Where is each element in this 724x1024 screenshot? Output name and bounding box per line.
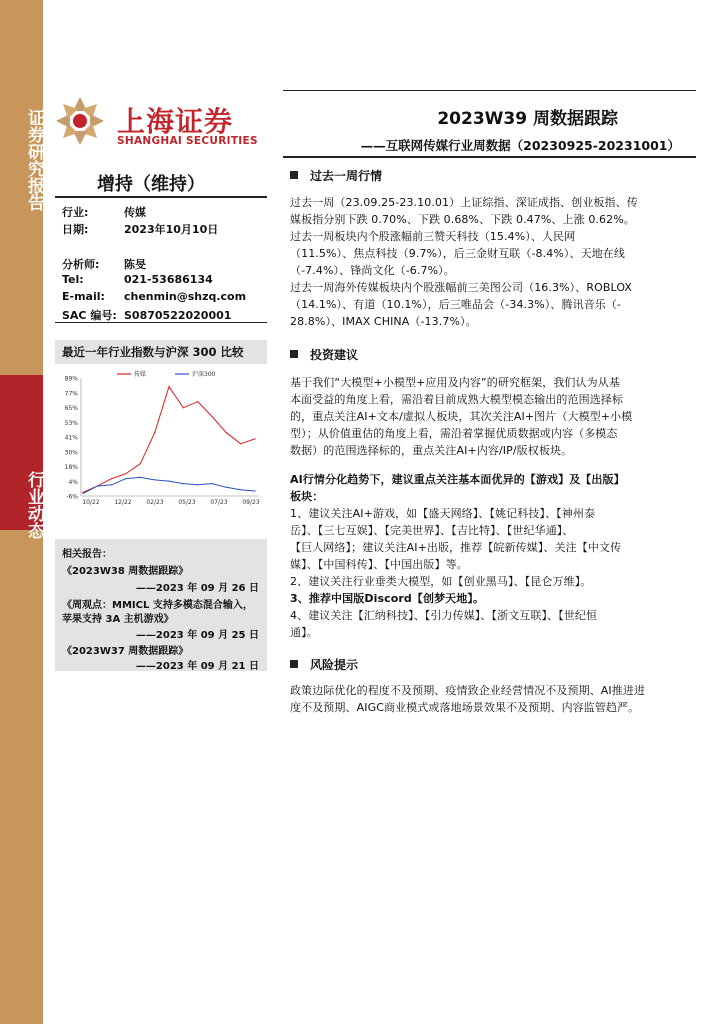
- y-tick-label: 53%: [64, 419, 78, 427]
- index-comparison-chart: [55, 340, 267, 512]
- bullet-square-icon: [290, 660, 298, 668]
- sidebar-report-category: 行业动态: [24, 471, 44, 539]
- series-1-point: [140, 463, 141, 464]
- series-2-point: [240, 489, 241, 490]
- y-tick-label: 77%: [64, 390, 78, 398]
- series-1-point: [154, 432, 155, 433]
- info-email: E-mail: chenmin@shzq.com: [62, 290, 247, 303]
- chart-title: 最近一年行业指数与沪深 300 比较: [55, 340, 267, 364]
- series-2-point: [226, 487, 227, 488]
- series-1-point: [168, 386, 169, 387]
- info-date: 日期: 2023年10月10日: [62, 223, 219, 236]
- series-1-point: [240, 443, 241, 444]
- related-item-1-date: ——2023 年 09 月 26 日: [135, 583, 259, 594]
- related-header: 相关报告：: [62, 549, 112, 560]
- y-tick-label: 65%: [64, 405, 78, 412]
- info-rule: [55, 322, 267, 323]
- series-2-point: [197, 484, 198, 485]
- related-item-3-date: ——2023 年 09 月 21 日: [135, 661, 259, 672]
- section-risk-body: 政策边际优化的程度不及预期、疫情致企业经营情况不及预期、AI推进进 度不及预期、AIGC商业模式或落地场景效果不及预期、内容监管趋严。: [290, 684, 646, 714]
- section-advice-heading: 投资建议: [290, 346, 358, 363]
- series-2-point: [125, 478, 126, 479]
- document-subtitle: ——互联网传媒行业周数据（20230925-20231001）: [360, 138, 680, 153]
- y-tick-label: 41%: [64, 434, 78, 442]
- y-tick-label: -6%: [66, 493, 78, 501]
- series-2-point: [111, 484, 112, 485]
- info-sac: SAC 编号: S0870522020001: [62, 309, 232, 322]
- bullet-square-icon: [290, 350, 298, 358]
- sidebar-report-type: 证券研究报告: [24, 109, 44, 211]
- series-1-point: [183, 407, 184, 408]
- info-analyst: 分析师: 陈旻: [62, 258, 146, 271]
- related-item-3-title[interactable]: 《2023W37 周数据跟踪》: [62, 646, 189, 657]
- rating: 增持（维持）: [97, 174, 205, 195]
- series-2-point: [97, 485, 98, 486]
- series-2-point: [168, 480, 169, 481]
- x-tick-label: 07/23: [210, 499, 228, 506]
- related-item-1-title[interactable]: 《2023W38 周数据跟踪》: [62, 566, 189, 577]
- y-tick-label: 89%: [64, 375, 78, 383]
- series-2-point: [211, 483, 212, 484]
- series-1-point: [125, 473, 126, 474]
- y-tick-label: 18%: [64, 464, 78, 471]
- series-1-point: [226, 432, 227, 433]
- section-advice-list: 1、建议关注AI+游戏，如【盛天网络】、【姚记科技】、【神州泰 岳】、【三七互娱】、【完美世界】、【吉比特】、【世纪华通】、 【巨人网络】；建议关注AI+出版，推荐【皖新传媒】、关注【中文传 媒】、【中国科传】、【中国出版】等。 2、建议关注行业垂类大模型，如【创业黑马】、【昆仑万维】。 3、推荐中国版Discord【创梦天地】。 4、建议关注【汇纳科技】、【引力传媒】、【浙文互联】、【世纪恒 通】。: [290, 507, 622, 639]
- related-item-2-title[interactable]: 《周观点：MMICL 支持多模态混合输入，: [62, 600, 253, 611]
- series-2-point: [82, 493, 83, 494]
- section-advice-intro: 基于我们“大模型+小模型+应用及内容”的研究框架，我们认为从基 本面受益的角度上看，需沿着目前成熟大模型模态输出的范围选择标 的，重点关注AI+文本/虚拟人板块，其次关注AI+图片（大模型+小模 型）；从价值重估的角度上看，需沿着掌握优质数据或内容（多模态 数据）的范围选择标的，重点关注AI+内容/IP/版权板块。: [290, 376, 633, 457]
- series-1-point: [197, 401, 198, 402]
- series-1-point: [82, 492, 83, 493]
- series-line-1: [83, 387, 255, 493]
- info-tel: Tel: 021-53686134: [62, 273, 213, 286]
- brand-name-en: SHANGHAI SECURITIES: [117, 135, 258, 147]
- shanghai-securities-logo-icon: [55, 96, 105, 146]
- x-tick-label: 10/22: [82, 499, 100, 506]
- title-rule: [283, 156, 696, 158]
- x-tick-label: 05/23: [178, 499, 196, 506]
- series-1-point: [211, 416, 212, 417]
- series-2-point: [154, 479, 155, 480]
- document-title: 2023W39 周数据跟踪: [437, 109, 618, 129]
- related-item-2-title-cont[interactable]: 苹果支持 3A 主机游戏》: [62, 614, 174, 625]
- x-tick-label: 09/23: [242, 499, 260, 506]
- info-industry: 行业: 传媒: [62, 206, 146, 219]
- series-2-point: [183, 483, 184, 484]
- related-item-2-date: ——2023 年 09 月 25 日: [135, 630, 259, 641]
- x-tick-label: 12/22: [114, 499, 132, 506]
- section-risk-heading: 风险提示: [290, 656, 358, 673]
- related-reports: [55, 539, 267, 671]
- section-market-heading: 过去一周行情: [290, 167, 382, 184]
- y-tick-label: 30%: [64, 449, 78, 457]
- section-market-body: 过去一周（23.09.25-23.10.01）上证综指、深证成指、创业板指、传 媒板指分别下跌 0.70%、下跌 0.68%、下跌 0.47%、上涨 0.62%。 过去一周板块内个股涨幅前三赞天科技（15.4%）、人民网 （11.5%）、焦点科技（9.7%），后三金财互联（-8.4%）、天地在线 （-7.4%）、锋尚文化（-6.7%）。 过去一周海外传媒板块内个股涨幅前三美图公司（16.3%）、ROBLOX （14.1%）、有道（10.1%），后三唯品会（-34.3%）、腾讯音乐（- 28.8%）、IMAX CHINA（-13.7%）。: [290, 196, 638, 328]
- header-rule: [283, 90, 696, 91]
- series-1-point: [254, 438, 255, 439]
- bullet-square-icon: [290, 171, 298, 179]
- legend-label-1: 传媒: [134, 371, 147, 379]
- section-advice-trend: AI行情分化趋势下，建议重点关注基本面优异的【游戏】及【出版】 板块：: [290, 473, 625, 503]
- legend-label-2: 沪深300: [192, 371, 216, 379]
- series-1-point: [111, 478, 112, 479]
- chart-canvas: [55, 368, 267, 512]
- x-tick-label: 02/23: [146, 499, 164, 506]
- y-tick-label: 4%: [68, 478, 78, 486]
- series-2-point: [254, 490, 255, 491]
- rating-rule: [55, 196, 267, 198]
- brand-name-cn: 上海证券: [117, 105, 234, 138]
- series-2-point: [140, 477, 141, 478]
